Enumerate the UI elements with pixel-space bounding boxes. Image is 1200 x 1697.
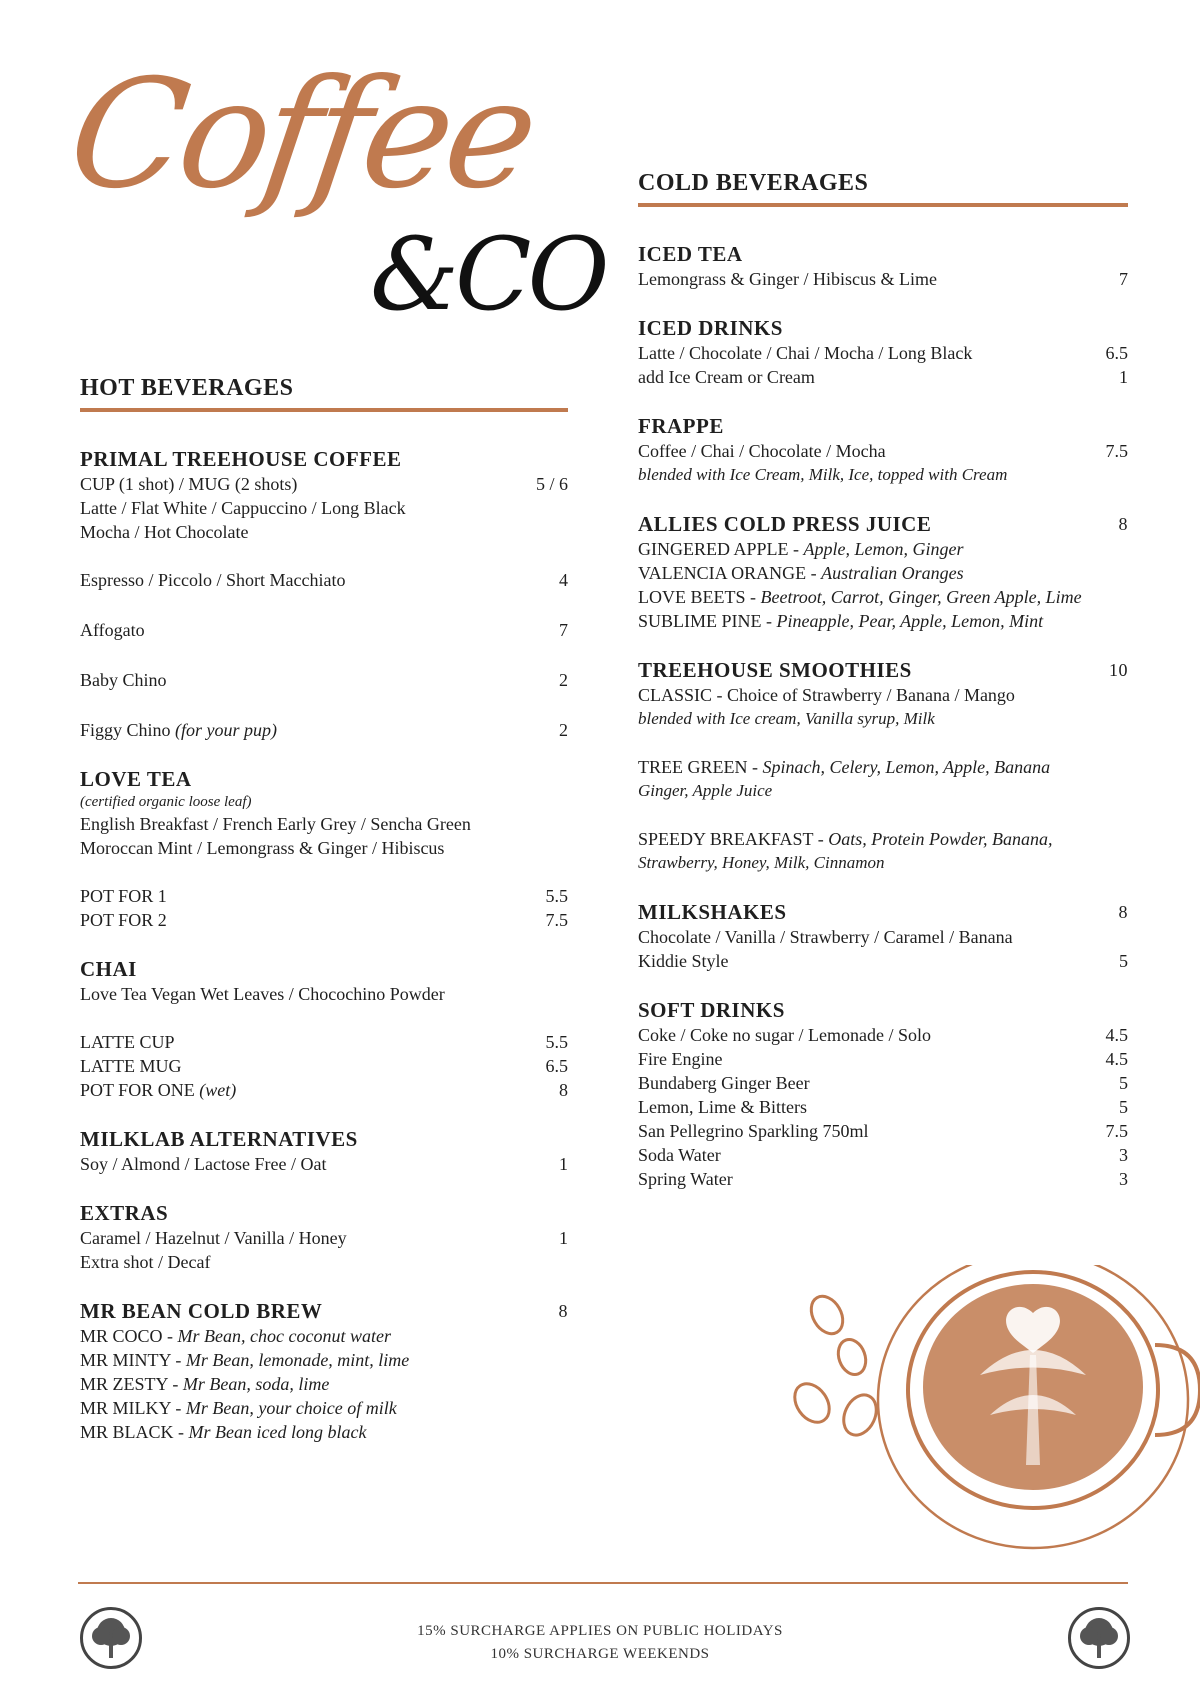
juice-name: LOVE BEETS - bbox=[638, 587, 761, 607]
menu-row bbox=[80, 1250, 568, 1274]
surcharge-weekends: 10% SURCHARGE WEEKENDS bbox=[490, 1646, 710, 1662]
item-name bbox=[80, 718, 528, 742]
iced-tea-title: ICED TEA bbox=[638, 242, 743, 266]
item-name: POT FOR 1 bbox=[80, 886, 167, 906]
group-milklab bbox=[80, 1126, 568, 1176]
item-price: 7.5 bbox=[1105, 1121, 1128, 1141]
group-title-chai bbox=[80, 956, 568, 982]
item-name: Love Tea Vegan Wet Leaves / Chocochino Powder bbox=[80, 984, 445, 1004]
group-singles bbox=[80, 568, 568, 742]
menu-row bbox=[638, 439, 1128, 463]
item-price: 5 / 6 bbox=[535, 474, 568, 494]
item-price: 3 bbox=[1119, 1169, 1128, 1189]
menu-row bbox=[80, 1396, 568, 1420]
group-title-love-tea bbox=[80, 766, 568, 792]
milklab-title: MILKLAB ALTERNATIVES bbox=[80, 1127, 358, 1151]
juice-desc: Australian Oranges bbox=[821, 563, 964, 583]
juice-desc: Apple, Lemon, Ginger bbox=[803, 539, 964, 559]
group-mr-bean bbox=[80, 1298, 568, 1444]
item-price: 8 bbox=[559, 1080, 568, 1100]
item-name: Baby Chino bbox=[80, 670, 167, 690]
smoothie-desc: Oats, Protein Powder, Banana, bbox=[828, 829, 1053, 849]
figgy-name: Figgy Chino bbox=[80, 720, 176, 740]
juice-name: GINGERED APPLE - bbox=[638, 539, 804, 559]
smoothie-desc-cont: Strawberry, Honey, Milk, Cinnamon bbox=[638, 853, 885, 872]
item-price: 4.5 bbox=[1105, 1025, 1128, 1045]
frappe-note: blended with Ice Cream, Milk, Ice, topped with Cream bbox=[638, 465, 1008, 484]
menu-row bbox=[638, 267, 1128, 291]
item-name: Coke / Coke no sugar / Lemonade / Solo bbox=[638, 1025, 931, 1045]
menu-row bbox=[638, 1119, 1128, 1143]
item-name bbox=[638, 609, 1128, 633]
item-name bbox=[638, 561, 1128, 585]
juice-title: ALLIES COLD PRESS JUICE bbox=[638, 512, 932, 536]
smoothie-name: SPEEDY BREAKFAST - bbox=[638, 829, 829, 849]
item-name bbox=[80, 1420, 568, 1444]
group-iced-drinks bbox=[638, 315, 1128, 389]
menu-row bbox=[80, 982, 568, 1006]
love-tea-title: LOVE TEA bbox=[80, 767, 192, 791]
group-extras bbox=[80, 1200, 568, 1274]
extras-title: EXTRAS bbox=[80, 1201, 169, 1225]
menu-row bbox=[80, 1420, 568, 1444]
iced-drinks-title: ICED DRINKS bbox=[638, 316, 783, 340]
menu-row bbox=[80, 1030, 568, 1054]
item-name: Latte / Chocolate / Chai / Mocha / Long Black bbox=[638, 343, 973, 363]
item-name bbox=[638, 537, 1128, 561]
item-name: CUP (1 shot) / MUG (2 shots) bbox=[80, 474, 298, 494]
group-soft-drinks bbox=[638, 997, 1128, 1191]
item-name bbox=[80, 1372, 568, 1396]
menu-row bbox=[638, 341, 1128, 365]
group-primal bbox=[80, 446, 568, 544]
item-name: Caramel / Hazelnut / Vanilla / Honey bbox=[80, 1228, 347, 1248]
menu-row bbox=[638, 755, 1128, 779]
item-name: Soda Water bbox=[638, 1145, 721, 1165]
mr-item-desc: Mr Bean, your choice of milk bbox=[185, 1398, 397, 1418]
menu-row bbox=[80, 1348, 568, 1372]
coffee-bean-icon bbox=[805, 1291, 849, 1340]
item-name: POT FOR 2 bbox=[80, 910, 167, 930]
menu-row bbox=[638, 925, 1128, 949]
cold-beverages-column bbox=[638, 170, 1128, 1215]
mr-item-name: MR MINTY - bbox=[80, 1350, 186, 1370]
item-price: 5 bbox=[1119, 1097, 1128, 1117]
item-price: 5 bbox=[1119, 1073, 1128, 1093]
menu-row bbox=[638, 1071, 1128, 1095]
group-title-iced-tea bbox=[638, 241, 1128, 267]
group-title-smoothies bbox=[638, 657, 1128, 683]
menu-row bbox=[638, 1047, 1128, 1071]
item-price: 2 bbox=[559, 720, 568, 740]
menu-row bbox=[80, 1226, 568, 1250]
item-name: Coffee / Chai / Chocolate / Mocha bbox=[638, 441, 886, 461]
item-name: Kiddie Style bbox=[638, 951, 729, 971]
group-title-milklab bbox=[80, 1126, 568, 1152]
mr-bean-price: 8 bbox=[558, 1301, 568, 1321]
item-price: 1 bbox=[559, 1154, 568, 1174]
section-title-cold: COLD BEVERAGES bbox=[638, 170, 1128, 207]
menu-row bbox=[638, 585, 1128, 609]
juice-desc: Pineapple, Pear, Apple, Lemon, Mint bbox=[776, 611, 1044, 631]
item-name: Moroccan Mint / Lemongrass & Ginger / Hibiscus bbox=[80, 838, 445, 858]
menu-row bbox=[638, 1167, 1128, 1191]
item-name: San Pellegrino Sparkling 750ml bbox=[638, 1121, 869, 1141]
logo-co: &CO bbox=[370, 216, 606, 333]
item-name bbox=[638, 585, 1128, 609]
footer-notes bbox=[0, 1620, 1200, 1666]
menu-row bbox=[638, 949, 1128, 973]
group-chai bbox=[80, 956, 568, 1102]
menu-row bbox=[80, 1078, 568, 1102]
item-name: add Ice Cream or Cream bbox=[638, 367, 815, 387]
chai-title: CHAI bbox=[80, 957, 137, 981]
item-name: Spring Water bbox=[638, 1169, 733, 1189]
smoothie-name: TREE GREEN - bbox=[638, 757, 763, 777]
section-title-hot: HOT BEVERAGES bbox=[80, 375, 568, 412]
group-title-mr-bean bbox=[80, 1298, 568, 1324]
item-name bbox=[80, 1324, 568, 1348]
item-name: Chocolate / Vanilla / Strawberry / Caramel / Banana bbox=[638, 927, 1013, 947]
item-name: Lemongrass & Ginger / Hibiscus & Lime bbox=[638, 269, 937, 289]
milkshakes-title: MILKSHAKES bbox=[638, 900, 787, 924]
item-name: Fire Engine bbox=[638, 1049, 723, 1069]
smoothies-title: TREEHOUSE SMOOTHIES bbox=[638, 658, 912, 682]
menu-row bbox=[80, 1372, 568, 1396]
group-milkshakes bbox=[638, 899, 1128, 973]
smoothie-note: blended with Ice cream, Vanilla syrup, Milk bbox=[638, 709, 935, 728]
mr-item-desc: Mr Bean iced long black bbox=[188, 1422, 367, 1442]
menu-row bbox=[638, 1143, 1128, 1167]
item-name: English Breakfast / French Early Grey / Sencha Green bbox=[80, 814, 471, 834]
menu-row bbox=[80, 812, 568, 836]
love-tea-note: (certified organic loose leaf) bbox=[80, 794, 252, 810]
group-title-extras bbox=[80, 1200, 568, 1226]
item-price: 7.5 bbox=[545, 910, 568, 930]
menu-row bbox=[80, 618, 568, 642]
mr-item-name: MR MILKY - bbox=[80, 1398, 186, 1418]
item-price: 7.5 bbox=[1105, 441, 1128, 461]
item-name: Bundaberg Ginger Beer bbox=[638, 1073, 810, 1093]
item-name: Soy / Almond / Lactose Free / Oat bbox=[80, 1154, 327, 1174]
logo-coffee: Coffee bbox=[59, 48, 542, 222]
group-title-iced-drinks bbox=[638, 315, 1128, 341]
item-name: CLASSIC - Choice of Strawberry / Banana / Mango bbox=[638, 685, 1015, 705]
coffee-bean-icon bbox=[834, 1336, 871, 1379]
item-price: 5.5 bbox=[545, 886, 568, 906]
item-name: LATTE MUG bbox=[80, 1056, 182, 1076]
group-smoothies bbox=[638, 657, 1128, 875]
item-price: 7 bbox=[559, 620, 568, 640]
group-juice bbox=[638, 511, 1128, 633]
coffee-bean-icon bbox=[838, 1390, 883, 1441]
footer-divider bbox=[78, 1582, 1128, 1584]
item-name: Latte / Flat White / Cappuccino / Long Black bbox=[80, 498, 406, 518]
chai-pot-note: (wet) bbox=[199, 1080, 237, 1100]
menu-row bbox=[638, 561, 1128, 585]
menu-row bbox=[80, 520, 568, 544]
menu-row bbox=[80, 568, 568, 592]
item-price: 5 bbox=[1119, 951, 1128, 971]
item-name bbox=[80, 1396, 568, 1420]
menu-row bbox=[638, 683, 1128, 707]
juice-name: SUBLIME PINE - bbox=[638, 611, 777, 631]
menu-row bbox=[80, 668, 568, 692]
menu-row bbox=[80, 836, 568, 860]
menu-row bbox=[80, 496, 568, 520]
item-name: Extra shot / Decaf bbox=[80, 1252, 211, 1272]
juice-desc: Beetroot, Carrot, Ginger, Green Apple, Lime bbox=[760, 587, 1082, 607]
soft-title: SOFT DRINKS bbox=[638, 998, 785, 1022]
latte-cup-illustration bbox=[790, 1265, 1200, 1570]
menu-row bbox=[638, 1095, 1128, 1119]
group-love-tea bbox=[80, 766, 568, 932]
item-price: 1 bbox=[1119, 367, 1128, 387]
item-price: 6.5 bbox=[1105, 343, 1128, 363]
menu-row bbox=[638, 365, 1128, 389]
item-name: Mocha / Hot Chocolate bbox=[80, 522, 249, 542]
hot-beverages-column bbox=[80, 375, 568, 1468]
item-price: 4 bbox=[559, 570, 568, 590]
figgy-note: (for your pup) bbox=[175, 720, 278, 740]
group-iced-tea bbox=[638, 241, 1128, 291]
menu-row bbox=[80, 1324, 568, 1348]
item-price: 3 bbox=[1119, 1145, 1128, 1165]
menu-row bbox=[80, 1054, 568, 1078]
coffee-bean-icon bbox=[790, 1377, 836, 1429]
group-title-primal bbox=[80, 446, 568, 472]
mr-bean-title: MR BEAN COLD BREW bbox=[80, 1299, 323, 1323]
frappe-title: FRAPPE bbox=[638, 414, 724, 438]
smoothies-price: 10 bbox=[1109, 660, 1128, 680]
menu-row bbox=[638, 537, 1128, 561]
menu-row bbox=[80, 908, 568, 932]
item-name bbox=[80, 1348, 568, 1372]
item-name bbox=[80, 1078, 528, 1102]
item-price: 7 bbox=[1119, 269, 1128, 289]
juice-name: VALENCIA ORANGE - bbox=[638, 563, 822, 583]
mr-item-desc: Mr Bean, soda, lime bbox=[182, 1374, 330, 1394]
primal-title: PRIMAL TREEHOUSE COFFEE bbox=[80, 447, 402, 471]
menu-row bbox=[80, 472, 568, 496]
surcharge-holidays: 15% SURCHARGE APPLIES ON PUBLIC HOLIDAYS bbox=[417, 1623, 783, 1639]
mr-item-name: MR BLACK - bbox=[80, 1422, 189, 1442]
item-price: 2 bbox=[559, 670, 568, 690]
group-title-milkshakes bbox=[638, 899, 1128, 925]
milkshakes-price: 8 bbox=[1118, 902, 1128, 922]
smoothie-desc-cont: Ginger, Apple Juice bbox=[638, 781, 773, 800]
item-price: 4.5 bbox=[1105, 1049, 1128, 1069]
item-price: 6.5 bbox=[545, 1056, 568, 1076]
mr-item-name: MR ZESTY - bbox=[80, 1374, 183, 1394]
mr-item-name: MR COCO - bbox=[80, 1326, 178, 1346]
item-price: 1 bbox=[559, 1228, 568, 1248]
chai-pot-name: POT FOR ONE bbox=[80, 1080, 200, 1100]
item-name: Affogato bbox=[80, 620, 145, 640]
item-name: Lemon, Lime & Bitters bbox=[638, 1097, 807, 1117]
smoothie-desc: Spinach, Celery, Lemon, Apple, Banana bbox=[762, 757, 1051, 777]
item-name bbox=[638, 755, 1128, 779]
item-name bbox=[638, 827, 1128, 851]
menu-row bbox=[638, 827, 1128, 851]
menu-row bbox=[80, 884, 568, 908]
menu-row bbox=[80, 1152, 568, 1176]
group-title-juice bbox=[638, 511, 1128, 537]
juice-price: 8 bbox=[1118, 514, 1128, 534]
group-frappe bbox=[638, 413, 1128, 487]
item-name: Espresso / Piccolo / Short Macchiato bbox=[80, 570, 346, 590]
item-name: LATTE CUP bbox=[80, 1032, 175, 1052]
menu-row bbox=[638, 1023, 1128, 1047]
item-price: 5.5 bbox=[545, 1032, 568, 1052]
group-title-frappe bbox=[638, 413, 1128, 439]
menu-row bbox=[80, 718, 568, 742]
menu-row bbox=[638, 609, 1128, 633]
mr-item-desc: Mr Bean, lemonade, mint, lime bbox=[185, 1350, 410, 1370]
group-title-soft-drinks bbox=[638, 997, 1128, 1023]
mr-item-desc: Mr Bean, choc coconut water bbox=[177, 1326, 391, 1346]
